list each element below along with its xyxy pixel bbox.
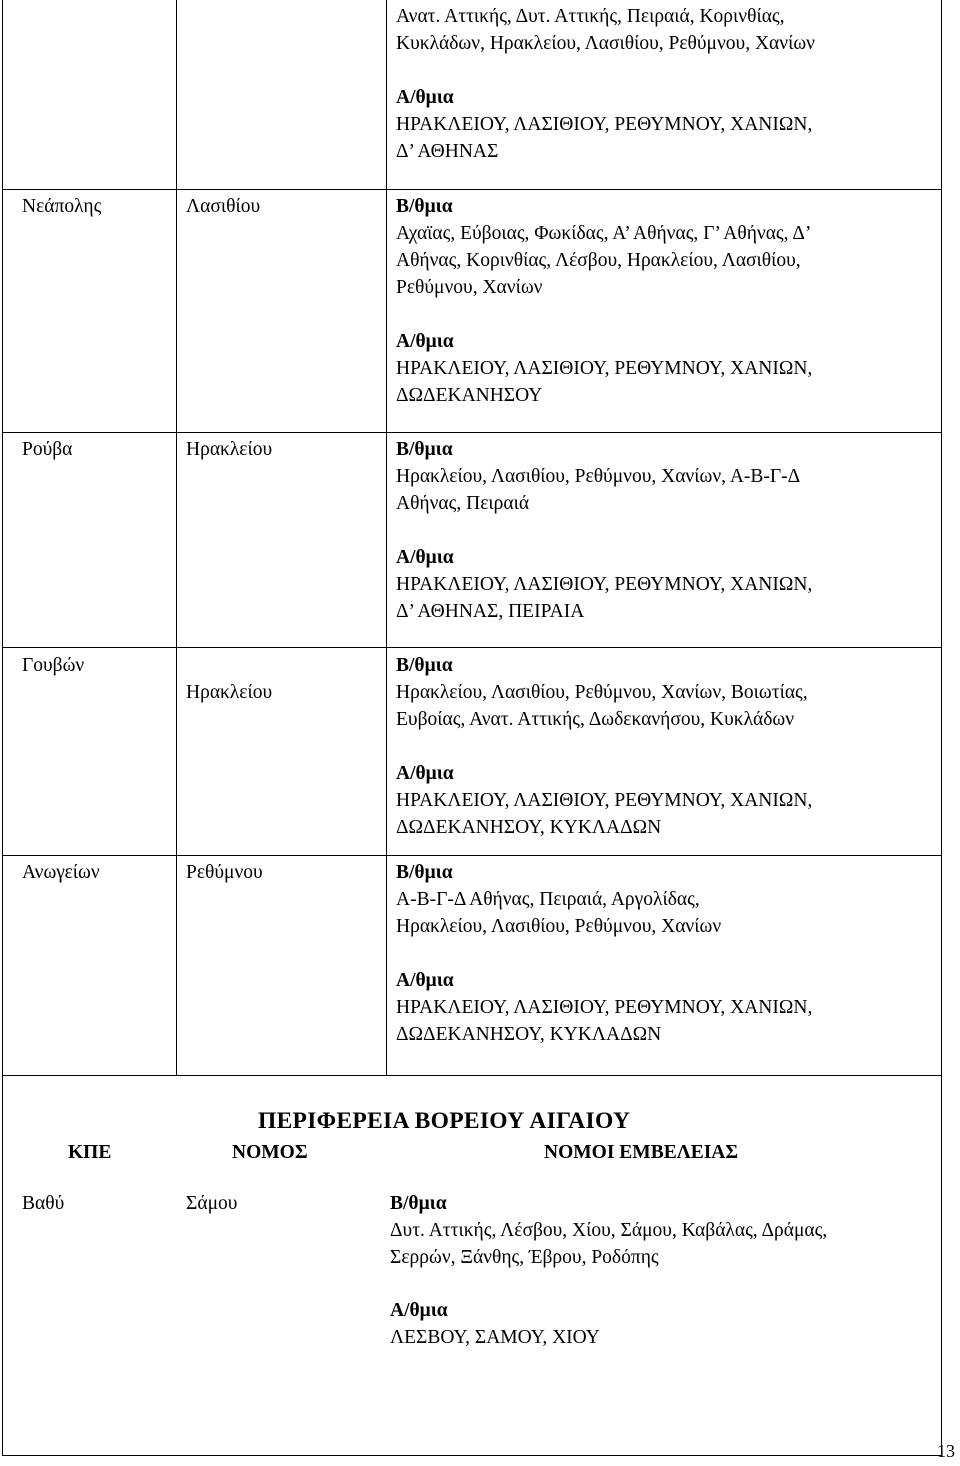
column-divider-2 <box>386 0 387 1075</box>
section2-bottom-border <box>2 1455 942 1456</box>
row-separator <box>2 189 942 190</box>
nomos-cell: Ηρακλείου <box>186 682 273 703</box>
nomos-cell: Σάμου <box>186 1193 238 1214</box>
column-header-nomos: ΝΟΜΟΣ <box>232 1142 308 1163</box>
kpe-cell: Γουβών <box>22 655 85 676</box>
section-heading: ΠΕΡΙΦΕΡΕΙΑ ΒΟΡΕΙΟΥ ΑΙΓΑΙΟΥ <box>258 1108 631 1134</box>
primary-line: ΗΡΑΚΛΕΙΟΥ, ΛΑΣΙΘΙΟΥ, ΡΕΘΥΜΝΟΥ, ΧΑΝΙΩΝ, <box>396 358 813 379</box>
secondary-line: Ρεθύμνου, Χανίων <box>396 277 543 298</box>
primary-line: ΔΩΔΕΚΑΝΗΣΟΥ, ΚΥΚΛΑΔΩΝ <box>396 1024 662 1045</box>
secondary-label: Β/θμια <box>396 196 453 217</box>
primary-line: ΗΡΑΚΛΕΙΟΥ, ΛΑΣΙΘΙΟΥ, ΡΕΘΥΜΝΟΥ, ΧΑΝΙΩΝ, <box>396 574 813 595</box>
secondary-line: Αθήνας, Πειραιά <box>396 493 530 514</box>
primary-label: Α/θμια <box>396 547 454 568</box>
nomos-cell: Λασιθίου <box>186 196 261 217</box>
secondary-label: Β/θμια <box>390 1193 447 1214</box>
row-separator <box>2 647 942 648</box>
table-border-right <box>941 0 942 1075</box>
secondary-line: Σερρών, Ξάνθης, Έβρου, Ροδόπης <box>390 1247 659 1268</box>
continuation-secondary-line: Κυκλάδων, Ηρακλείου, Λασιθίου, Ρεθύμνου, Χανίων <box>396 33 815 54</box>
kpe-cell: Νεάπολης <box>22 196 102 217</box>
continuation-secondary-line: Ανατ. Αττικής, Δυτ. Αττικής, Πειραιά, Κορινθίας, <box>396 6 785 27</box>
kpe-cell: Ανωγείων <box>22 862 100 883</box>
primary-line: Δ’ ΑΘΗΝΑΣ, ΠΕΙΡΑΙΑ <box>396 601 585 622</box>
row-separator <box>2 432 942 433</box>
table-border-left <box>2 0 3 1075</box>
primary-label: Α/θμια <box>396 970 454 991</box>
secondary-line: Ηρακλείου, Λασιθίου, Ρεθύμνου, Χανίων, Βοιωτίας, <box>396 682 808 703</box>
primary-line: ΔΩΔΕΚΑΝΗΣΟΥ, ΚΥΚΛΑΔΩΝ <box>396 817 662 838</box>
row-separator <box>2 855 942 856</box>
primary-label: Α/θμια <box>396 87 454 108</box>
section2-border-right <box>941 1075 942 1455</box>
secondary-line: Αχαϊας, Εύβοιας, Φωκίδας, Α’ Αθήνας, Γ’ Αθήνας, Δ’ <box>396 223 812 244</box>
primary-line: ΗΡΑΚΛΕΙΟΥ, ΛΑΣΙΘΙΟΥ, ΡΕΘΥΜΝΟΥ, ΧΑΝΙΩΝ, <box>396 790 813 811</box>
column-divider-1 <box>176 0 177 1075</box>
secondary-line: Α-Β-Γ-Δ Αθήνας, Πειραιά, Αργολίδας, <box>396 889 700 910</box>
section2-border-left <box>2 1075 3 1455</box>
nomos-cell: Ηρακλείου <box>186 439 273 460</box>
nomos-cell: Ρεθύμνου <box>186 862 263 883</box>
secondary-label: Β/θμια <box>396 439 453 460</box>
secondary-line: Ηρακλείου, Λασιθίου, Ρεθύμνου, Χανίων <box>396 916 722 937</box>
kpe-cell: Βαθύ <box>22 1193 65 1214</box>
secondary-label: Β/θμια <box>396 655 453 676</box>
secondary-line: Δυτ. Αττικής, Λέσβου, Χίου, Σάμου, Καβάλας, Δράμας, <box>390 1220 828 1241</box>
page-number: 13 <box>937 1441 955 1461</box>
secondary-line: Ηρακλείου, Λασιθίου, Ρεθύμνου, Χανίων, Α-Β-Γ-Δ <box>396 466 801 487</box>
secondary-label: Β/θμια <box>396 862 453 883</box>
primary-line: ΔΩΔΕΚΑΝΗΣΟΥ <box>396 385 543 406</box>
primary-line: ΗΡΑΚΛΕΙΟΥ, ΛΑΣΙΘΙΟΥ, ΡΕΘΥΜΝΟΥ, ΧΑΝΙΩΝ, <box>396 997 813 1018</box>
primary-label: Α/θμια <box>396 763 454 784</box>
table-bottom-border <box>2 1075 942 1076</box>
kpe-cell: Ρούβα <box>22 439 73 460</box>
primary-line: ΛΕΣΒΟΥ, ΣΑΜΟΥ, ΧΙΟΥ <box>390 1327 600 1348</box>
secondary-line: Αθήνας, Κορινθίας, Λέσβου, Ηρακλείου, Λασιθίου, <box>396 250 801 271</box>
continuation-primary-line: ΗΡΑΚΛΕΙΟΥ, ΛΑΣΙΘΙΟΥ, ΡΕΘΥΜΝΟΥ, ΧΑΝΙΩΝ, <box>396 114 813 135</box>
secondary-line: Ευβοίας, Ανατ. Αττικής, Δωδεκανήσου, Κυκλάδων <box>396 709 795 730</box>
column-header-kpe: ΚΠΕ <box>68 1142 112 1163</box>
column-header-nomoi-emveleias: ΝΟΜΟΙ ΕΜΒΕΛΕΙΑΣ <box>544 1142 739 1163</box>
primary-label: Α/θμια <box>390 1300 448 1321</box>
primary-label: Α/θμια <box>396 331 454 352</box>
continuation-primary-line: Δ’ ΑΘΗΝΑΣ <box>396 141 499 162</box>
